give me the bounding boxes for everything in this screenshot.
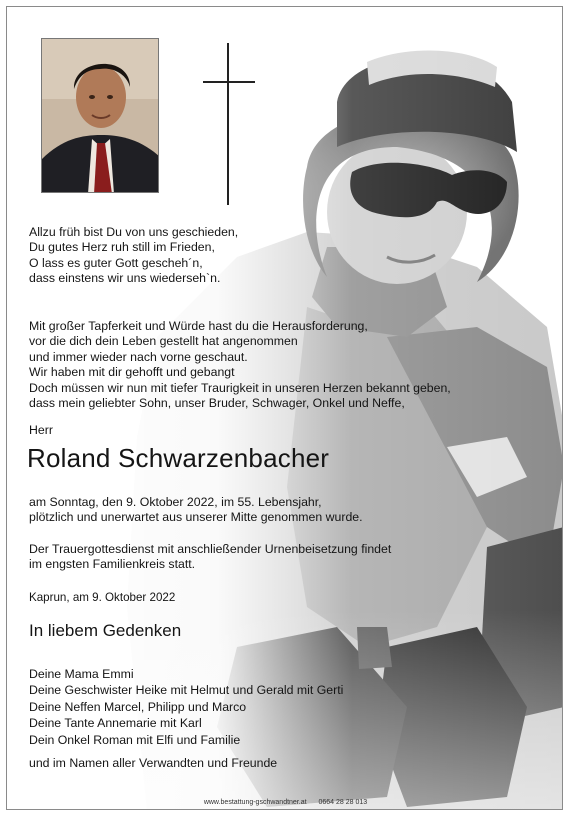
tribute-line: Wir haben mit dir gehofft und gebangt xyxy=(29,365,235,380)
funeral-notice-line: Der Trauergottesdienst mit anschließender Urnenbeisetzung findet xyxy=(29,542,392,556)
family-closing: und im Namen aller Verwandten und Freunde xyxy=(29,756,278,771)
footer xyxy=(7,798,563,808)
verse-line: dass einstens wir uns wiederseh`n. xyxy=(29,271,221,286)
obituary-card xyxy=(6,6,563,810)
family-list xyxy=(29,666,343,771)
footer-website: www.bestattung-gschwandtner.at xyxy=(203,799,307,806)
memorial-heading: In liebem Gedenken xyxy=(29,621,182,640)
family-member: Deine Neffen Marcel, Philipp und Marco xyxy=(29,699,247,714)
family-member: Dein Onkel Roman mit Elfi und Familie xyxy=(29,732,241,747)
verse-line: Allzu früh bist Du von uns geschieden, xyxy=(29,225,239,239)
cross-icon xyxy=(203,43,255,205)
family-member: Deine Mama Emmi xyxy=(29,667,134,681)
portrait-photo xyxy=(41,38,159,193)
tribute-line: und immer wieder nach vorne geschaut. xyxy=(29,349,248,364)
funeral-notice xyxy=(29,542,391,573)
tribute-line: Mit großer Tapferkeit und Würde hast du die Herausforderung, xyxy=(29,319,368,333)
funeral-notice-line: im engsten Familienkreis statt. xyxy=(29,557,196,572)
tribute-paragraph xyxy=(29,319,451,411)
tribute-line: Doch müssen wir nun mit tiefer Traurigkeit in unseren Herzen bekannt geben, xyxy=(29,380,451,395)
family-member: Deine Geschwister Heike mit Helmut und Gerald mit Gerti xyxy=(29,683,344,698)
death-notice-line: plötzlich und unerwartet aus unserer Mitte genommen wurde. xyxy=(29,510,363,525)
place-date: Kaprun, am 9. Oktober 2022 xyxy=(29,591,176,604)
memorial-verse xyxy=(29,225,238,287)
footer-phone: 0664 28 28 013 xyxy=(318,799,368,806)
death-notice xyxy=(29,495,363,526)
verse-line: O lass es guter Gott gescheh´n, xyxy=(29,255,203,270)
salutation: Herr xyxy=(29,423,53,437)
family-member: Deine Tante Annemarie mit Karl xyxy=(29,716,202,731)
deceased-name: Roland Schwarzenbacher xyxy=(27,443,330,473)
death-notice-line: am Sonntag, den 9. Oktober 2022, im 55. Lebensjahr, xyxy=(29,495,322,509)
tribute-line: vor die dich dein Leben gestellt hat angenommen xyxy=(29,334,298,349)
verse-line: Du gutes Herz ruh still im Frieden, xyxy=(29,240,215,255)
tribute-line: dass mein geliebter Sohn, unser Bruder, Schwager, Onkel und Neffe, xyxy=(29,396,405,411)
